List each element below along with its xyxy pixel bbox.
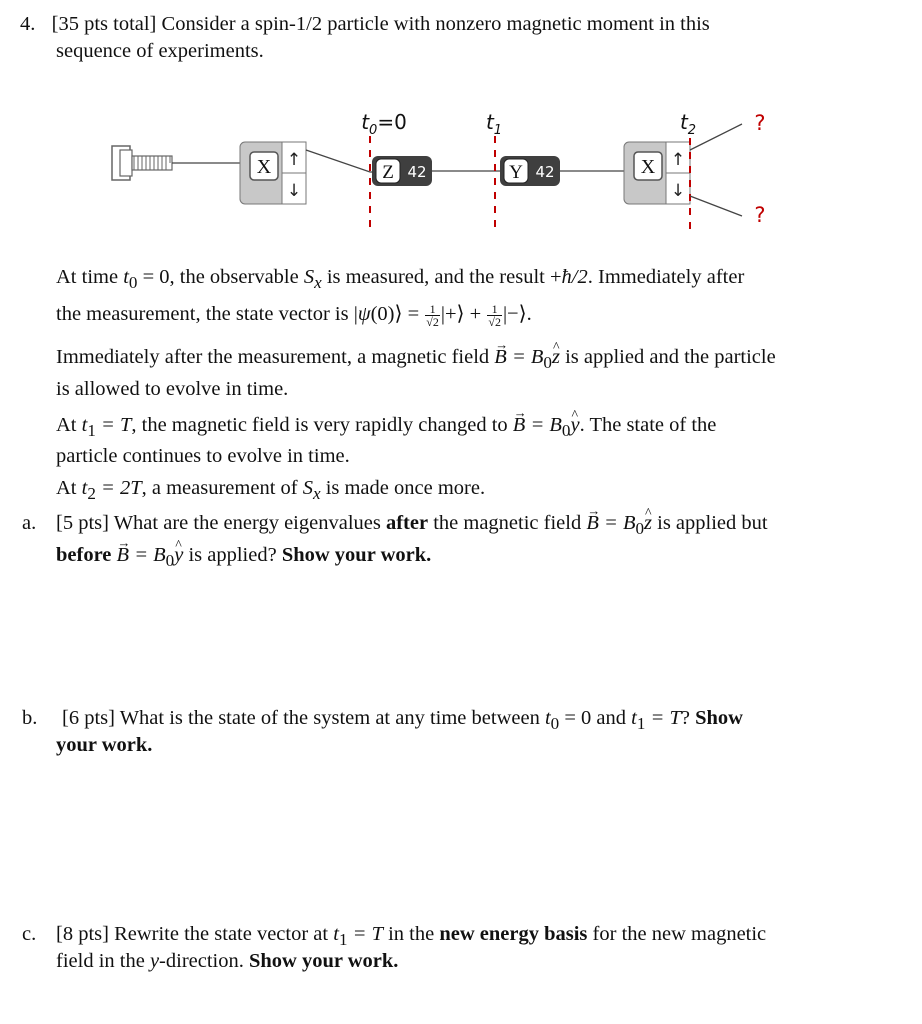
paragraph-continue: particle continues to evolve in time. [56,445,350,467]
paragraph-field-y: At $t_1 = T$, the magnetic field is very rapidly changed to → $B = B_0\^{}$ y. The state of the [56,411,716,445]
part-b-label: b. [22,707,38,729]
field-z-value: 42 [407,163,427,181]
field-z-axis: Z [382,162,394,183]
field-box-z [372,156,432,186]
analyzer-2-up-port: ↑ [670,150,686,170]
problem-intro-line2: sequence of experiments. [56,40,264,62]
analyzer-x-2 [624,142,690,204]
part-c-question: [8 pts] Rewrite the state vector at $t_1 = T$ in the new energy basis for the new magnetic [56,923,767,950]
paragraph-final-measurement: At $t_2 = 2T$, a measurement of $S_x$ is made once more. [56,477,486,504]
part-a-question: [5 pts] What are the energy eigenvalues after the magnetic field → $B = B_0\^{}$ z is applied but [56,509,768,543]
analyzer-2-down-port: ↓ [670,181,686,201]
part-a-question-line2: before → $B = B_0\^{}$ y is applied? Show your work. [56,541,431,575]
analyzer-1-axis: X [256,156,272,178]
analyzer-1-up-port: ↑ [286,150,302,170]
field-box-y [500,156,560,186]
problem-number: 4. [20,13,36,35]
analyzer-2-axis: X [640,156,656,178]
field-y-value: 42 [535,163,555,181]
problem-intro-line1: Consider a spin-1/2 particle with nonzero magnetic moment in this [161,13,710,35]
paragraph-field-z: Immediately after the measurement, a magnetic field → $B = B_0\^{}$ z is applied and the particle [56,343,776,377]
output-beam-up [690,124,742,150]
paragraph-state-vector: the measurement, the state vector is |ψ(0)⟩ = $\frac{1}{√2}$ |+⟩ + $\frac{1}{√2}$ |−⟩. [56,301,532,329]
problem-header [20,10,710,38]
t1-label: $t_1$ [485,110,503,138]
field-y-axis: Y [509,162,523,183]
unknown-output-down: ? [754,203,766,227]
paragraph-evolve: is allowed to evolve in time. [56,378,289,400]
analyzer-x-1 [240,142,306,204]
problem-points: [35 pts total] [51,13,157,35]
part-c-question-line2: field in the y-direction. Show your work. [56,950,399,972]
paragraph-initial-measurement: At time $t_0 = 0$, the observable $S_x$ is measured, and the result +ħ/2. Immediately after [56,266,745,293]
unknown-output-up: ? [754,111,766,135]
analyzer-1-down-port: ↓ [286,181,302,201]
t2-label: $t_2$ [679,110,697,138]
particle-source-icon [112,146,172,180]
part-a-label: a. [22,512,37,534]
part-c-label: c. [22,923,37,945]
part-b-question: [6 pts] What is the state of the system at any time between $t_0 = 0$ and $t_1 = T$? Show [62,707,743,734]
part-b-question-line2: your work. [56,734,153,756]
output-beam-down [690,196,742,216]
t0-label: $t_0=0$ [361,110,407,138]
stern-gerlach-diagram [100,102,790,234]
